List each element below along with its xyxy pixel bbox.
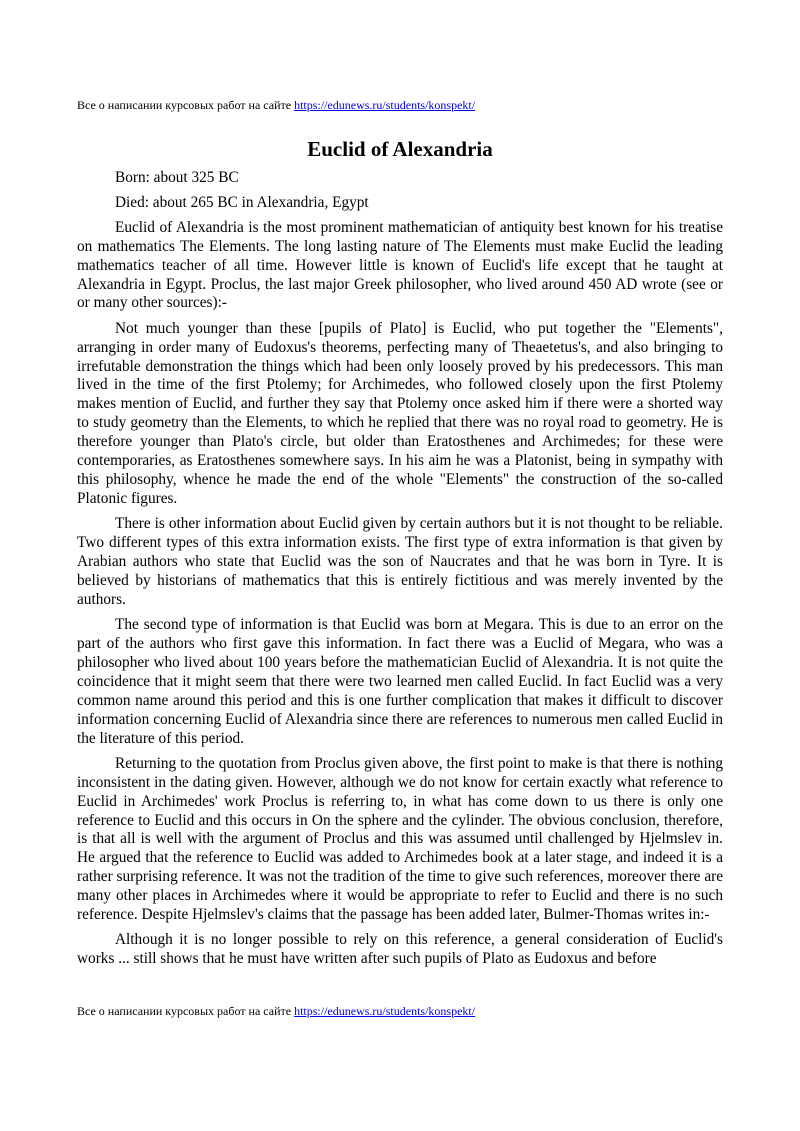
died-line: Died: about 265 BC in Alexandria, Egypt — [115, 193, 369, 211]
document-body — [77, 169, 723, 976]
paragraph-bulmer-thomas: Although it is no longer possible to rely on this reference, a general consideration of Euclid's works ... still shows that he must have written after such pupils of Plato as Eudoxus and before — [77, 931, 723, 968]
born-line: Born: about 325 BC — [115, 169, 239, 186]
paragraph-megara: The second type of information is that Euclid was born at Megara. This is due to an error on the part of the authors who first gave this information. In fact there was a Euclid of Megara, who was a philosopher who lived about 100 years before the mathematician Euclid of Alexandria. It is not quite the coincidence that it might seem that there were two learned men called Euclid. In fact Euclid was a very common name around this period and this is one further complication that makes it difficult to discover information concerning Euclid of Alexandria since there are references to numerous men called Euclid in the literature of this period. — [77, 616, 723, 747]
footer-text: Все о написании курсовых работ на сайте — [77, 1004, 295, 1018]
paragraph-other-information: There is other information about Euclid given by certain authors but it is not thought to be reliable. Two different types of this extra information exists. The first type of extra information is that given by Arabian authors who state that Euclid was the son of Naucrates and that he was born in Tyre. It is believed by historians of mathematics that this is entirely fictitious and was merely invented by the authors. — [77, 515, 723, 608]
page-footer — [77, 1004, 475, 1018]
document-title: Euclid of Alexandria — [307, 137, 493, 161]
paragraph-intro: Euclid of Alexandria is the most prominent mathematician of antiquity best known for his treatise on mathematics The Elements. The long lasting nature of The Elements must make Euclid the leading mathematics teacher of all time. However little is known of Euclid's life except that he taught at Alexandria in Egypt. Proclus, the last major Greek philosopher, who lived around 450 AD wrote (see or or many other sources):- — [77, 218, 723, 312]
paragraph-proclus-quote: Not much younger than these [pupils of Plato] is Euclid, who put together the "Elements", arranging in order many of Eudoxus's theorems, perfecting many of Theaetetus's, and also bringing to irrefutable demonstration the things which had been only loosely proved by his predecessors. This man lived in the time of the first Ptolemy; for Archimedes, who followed closely upon the first Ptolemy makes mention of Euclid, and further they say that Ptolemy once asked him if there were a shorted way to study geometry than the Elements, to which he replied that there was no royal road to geometry. He is therefore younger than Plato's circle, but older than Eratosthenes and Archimedes; for these were contemporaries, as Eratosthenes somewhere says. In his aim he was a Platonist, being in sympathy with this philosophy, whence he made the end of the whole "Elements" the construction of the so-called Platonic figures. — [77, 319, 723, 507]
header-link[interactable]: https://edunews.ru/students/konspekt/ — [294, 98, 476, 112]
paragraph-returning: Returning to the quotation from Proclus given above, the first point to make is that there is nothing inconsistent in the dating given. However, although we do not know for certain exactly what reference to Euclid in Archimedes' work Proclus is referring to, in what has come down to us there is only one reference to Euclid and this occurs in On the sphere and the cylinder. The obvious conclusion, therefore, is that all is well with the argument of Proclus and this was assumed until challenged by Hjelmslev in. He argued that the reference to Euclid was added to Archimedes book at a later stage, and indeed it is a rather surprising reference. It was not the tradition of the time to give such references, moreover there are many other places in Archimedes where it would be appropriate to refer to Euclid and there is no such reference. Despite Hjelmslev's claims that the passage has been added later, Bulmer-Thomas writes in:- — [77, 754, 723, 924]
page-header — [77, 98, 475, 112]
header-text: Все о написании курсовых работ на сайте — [77, 98, 295, 112]
footer-link[interactable]: https://edunews.ru/students/konspekt/ — [294, 1004, 476, 1018]
